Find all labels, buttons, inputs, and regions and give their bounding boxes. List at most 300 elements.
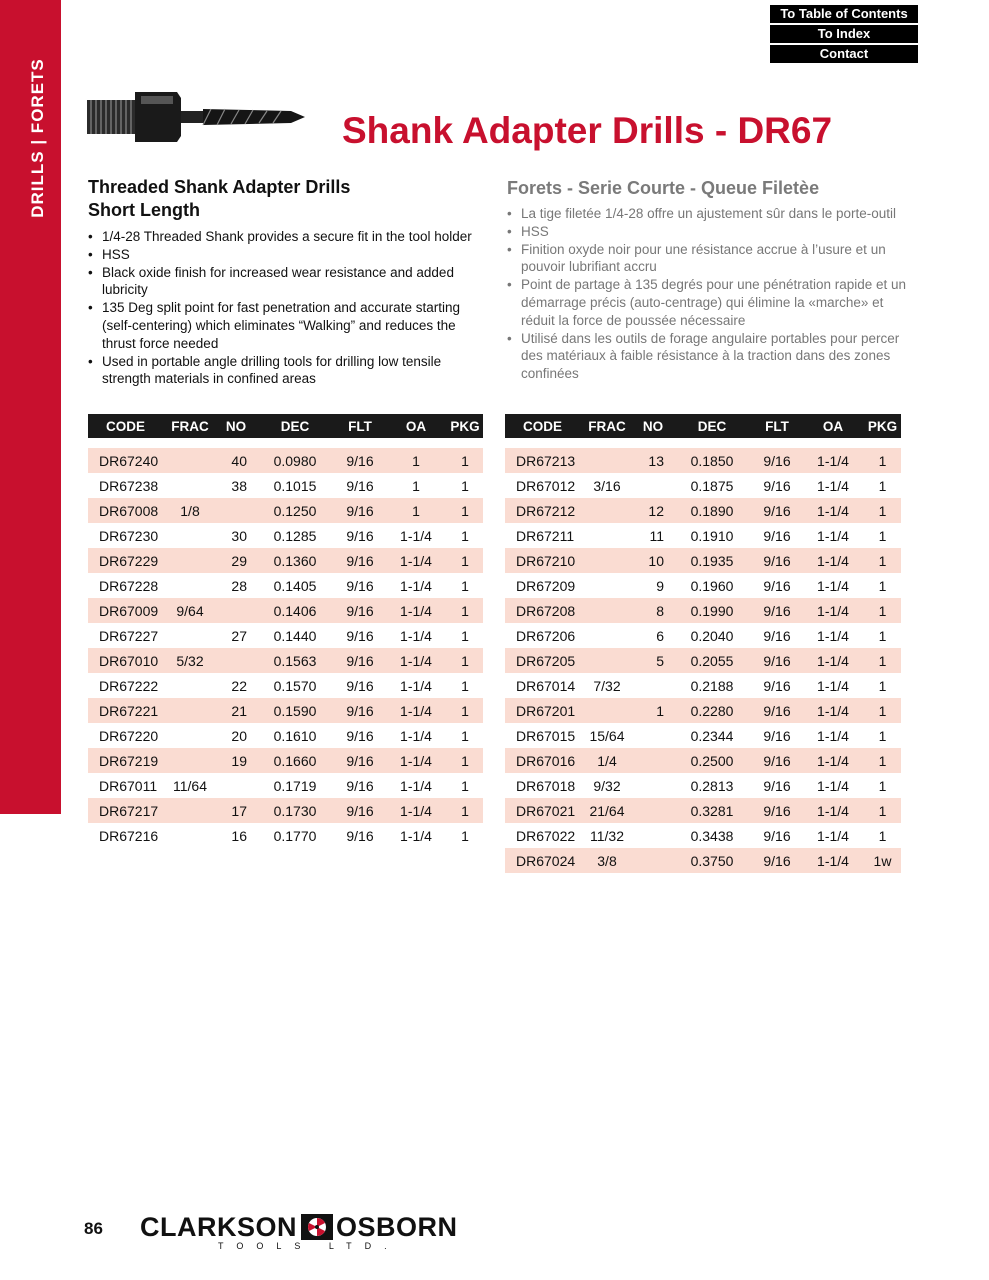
cell-pkg: 1 [878, 827, 887, 844]
table-row [505, 723, 901, 748]
spec-table-left [88, 414, 483, 848]
cell-code: DR67210 [505, 548, 580, 573]
cell-no: 10 [634, 548, 672, 573]
cell-no: 5 [634, 648, 672, 673]
cell-frac [163, 748, 217, 773]
cell-pkg: 1 [878, 677, 887, 694]
cell-no: 29 [217, 548, 255, 573]
cell-frac [580, 548, 634, 573]
cell-code: DR67024 [505, 848, 580, 873]
cell-pkg: 1 [878, 727, 887, 744]
cell-code: DR67227 [99, 627, 159, 644]
english-feature: • HSS [88, 246, 488, 264]
table-row [505, 648, 901, 673]
cell-dec: 0.2280 [672, 698, 752, 723]
table-row [88, 823, 483, 848]
table-row [88, 648, 483, 673]
cell-flt: 9/16 [335, 648, 385, 673]
cell-code: DR67209 [516, 577, 576, 594]
french-feature: • Utilisé dans les outils de forage angulaire portables pour percer des matériaux à faible résistance à la traction dans des zones confinées [507, 330, 907, 383]
cell-flt: 9/16 [752, 748, 802, 773]
cell-frac [580, 573, 634, 598]
sidebar-label: DRILLS | FORETS [28, 58, 47, 218]
table-row [88, 773, 483, 798]
sidebar-label-wrap [0, 0, 61, 814]
cell-dec: 0.1590 [255, 698, 335, 723]
english-features [88, 228, 488, 388]
table-row [88, 573, 483, 598]
col-header-no: NO [217, 414, 255, 438]
cell-dec: 0.1570 [273, 677, 317, 694]
cell-no: 13 [634, 448, 672, 473]
cell-oa: 1-1/4 [802, 648, 864, 673]
cell-pkg: 1 [461, 477, 469, 494]
cell-flt: 9/16 [346, 577, 374, 594]
french-heading: Forets - Serie Courte - Queue Filetèe [507, 178, 820, 198]
page-number: 86 [84, 1219, 103, 1238]
cell-no [634, 848, 672, 873]
cell-flt: 9/16 [763, 577, 791, 594]
cell-pkg: 1 [864, 548, 901, 573]
cell-no: 30 [231, 527, 247, 544]
cell-no [634, 798, 672, 823]
french-features [507, 205, 907, 383]
cell-code: DR67228 [99, 577, 159, 594]
cell-pkg: 1 [461, 777, 469, 794]
cell-pkg: 1 [447, 648, 483, 673]
cell-dec: 0.2813 [690, 777, 734, 794]
table-row [88, 598, 483, 623]
table-row [88, 748, 483, 773]
cell-frac [163, 798, 217, 823]
cell-no: 38 [231, 477, 247, 494]
cell-pkg: 1 [447, 698, 483, 723]
cell-oa: 1-1/4 [400, 727, 432, 744]
cell-code: DR67220 [99, 727, 159, 744]
cell-oa: 1-1/4 [385, 698, 447, 723]
cell-code: DR67206 [516, 627, 576, 644]
cell-frac: 11/32 [590, 827, 624, 844]
cell-dec: 0.1910 [690, 527, 734, 544]
cell-code: DR67022 [516, 827, 576, 844]
cell-code: DR67229 [88, 548, 163, 573]
english-feature: • 1/4-28 Threaded Shank provides a secure fit in the tool holder [88, 228, 488, 246]
cell-dec: 0.1360 [255, 548, 335, 573]
table-row [505, 798, 901, 823]
table-spacer [505, 438, 901, 448]
cell-pkg: 1 [878, 777, 887, 794]
table-spacer [88, 438, 483, 448]
cell-dec: 0.2500 [672, 748, 752, 773]
table-header-row [505, 414, 901, 438]
cell-frac: 9/32 [593, 777, 621, 794]
logo-emblem-icon [301, 1214, 333, 1240]
cell-frac: 7/32 [593, 677, 621, 694]
cell-flt: 9/16 [763, 477, 791, 494]
table-row [88, 498, 483, 523]
col-header-frac: FRAC [580, 414, 634, 438]
cell-code: DR67015 [516, 727, 576, 744]
cell-no [217, 498, 255, 523]
page-title: Shank Adapter Drills - DR67 [342, 110, 833, 151]
cell-pkg: 1 [461, 527, 469, 544]
cell-dec: 0.1660 [255, 748, 335, 773]
cell-oa: 1 [385, 498, 447, 523]
cell-no: 8 [634, 598, 672, 623]
cell-code: DR67021 [505, 798, 580, 823]
cell-oa: 1-1/4 [385, 548, 447, 573]
cell-oa: 1-1/4 [817, 577, 849, 594]
cell-code: DR67014 [516, 677, 576, 694]
cell-code: DR67240 [88, 448, 163, 473]
cell-pkg: 1 [864, 598, 901, 623]
cell-dec: 0.1719 [273, 777, 317, 794]
cell-frac: 5/32 [163, 648, 217, 673]
table-row [88, 473, 483, 498]
cell-dec: 0.2040 [690, 627, 734, 644]
cell-pkg: 1 [447, 498, 483, 523]
cell-no [634, 823, 672, 848]
cell-pkg: 1 [447, 798, 483, 823]
cell-no [217, 648, 255, 673]
cell-dec: 0.1730 [255, 798, 335, 823]
table-row [88, 698, 483, 723]
cell-code: DR67208 [505, 598, 580, 623]
table-row [88, 673, 483, 698]
cell-frac [580, 623, 634, 648]
cell-dec: 0.1875 [690, 477, 734, 494]
cell-pkg: 1 [461, 677, 469, 694]
cell-oa: 1-1/4 [385, 798, 447, 823]
cell-oa: 1-1/4 [817, 527, 849, 544]
cell-oa: 1-1/4 [400, 827, 432, 844]
cell-no: 6 [656, 627, 664, 644]
cell-flt: 9/16 [346, 777, 374, 794]
cell-no [634, 673, 672, 698]
cell-oa: 1-1/4 [817, 827, 849, 844]
cell-oa: 1-1/4 [817, 627, 849, 644]
french-feature: • Point de partage à 135 degrés pour une pénétration rapide et un démarrage précis (auto-centrage) qui élimine la «marche» et réduit la force de poussée nécessaire [507, 276, 907, 329]
cell-frac [580, 698, 634, 723]
cell-dec: 0.1990 [672, 598, 752, 623]
cell-pkg: 1 [864, 498, 901, 523]
cell-oa: 1 [385, 448, 447, 473]
cell-flt: 9/16 [763, 677, 791, 694]
cell-frac [580, 448, 634, 473]
col-header-flt: FLT [335, 414, 385, 438]
cell-flt: 9/16 [763, 527, 791, 544]
table-of-contents-link[interactable]: To Table of Contents [770, 5, 918, 23]
cell-oa: 1-1/4 [400, 627, 432, 644]
table-row [505, 848, 901, 873]
col-header-code: CODE [88, 414, 163, 438]
cell-no [217, 773, 255, 798]
cell-no: 21 [217, 698, 255, 723]
cell-frac [163, 573, 217, 598]
col-header-no: NO [634, 414, 672, 438]
cell-code: DR67238 [99, 477, 159, 494]
cell-dec: 0.1405 [273, 577, 317, 594]
cell-frac [163, 548, 217, 573]
cell-no [634, 473, 672, 498]
cell-flt: 9/16 [346, 677, 374, 694]
cell-pkg: 1w [864, 848, 901, 873]
table-row [505, 448, 901, 473]
cell-oa: 1-1/4 [802, 748, 864, 773]
french-feature: • La tige filetée 1/4-28 offre un ajustement sûr dans le porte-outil [507, 205, 907, 223]
company-logo [140, 1212, 460, 1256]
cell-dec: 0.1440 [273, 627, 317, 644]
english-feature: • 135 Deg split point for fast penetration and accurate starting (self-centering) which eliminates “Walking” and reduces the thrust force needed [88, 299, 488, 352]
cell-pkg: 1 [878, 627, 887, 644]
cell-frac: 1/4 [580, 748, 634, 773]
cell-code: DR67201 [505, 698, 580, 723]
english-feature: • Used in portable angle drilling tools for drilling low tensile strength materials in confined areas [88, 353, 488, 389]
cell-no: 17 [217, 798, 255, 823]
cell-flt: 9/16 [752, 548, 802, 573]
cell-dec: 0.1406 [255, 598, 335, 623]
english-heading [88, 176, 350, 222]
cell-flt: 9/16 [752, 598, 802, 623]
cell-frac [580, 523, 634, 548]
cell-dec: 0.1960 [690, 577, 734, 594]
table-row [505, 598, 901, 623]
table-row [505, 673, 901, 698]
cell-dec: 0.1250 [255, 498, 335, 523]
table-row [505, 773, 901, 798]
cell-flt: 9/16 [752, 448, 802, 473]
cell-no: 1 [634, 698, 672, 723]
col-header-code: CODE [505, 414, 580, 438]
cell-code: DR67011 [99, 777, 158, 794]
cell-oa: 1-1/4 [817, 677, 849, 694]
cell-pkg: 1 [447, 598, 483, 623]
col-header-oa: OA [802, 414, 864, 438]
cell-flt: 9/16 [346, 827, 374, 844]
cell-flt: 9/16 [335, 798, 385, 823]
cell-frac [580, 498, 634, 523]
table-row [505, 573, 901, 598]
cell-no: 28 [231, 577, 247, 594]
cell-pkg: 1 [461, 727, 469, 744]
table-row [505, 698, 901, 723]
cell-frac [163, 523, 217, 548]
table-row [88, 798, 483, 823]
logo-subtitle: TOOLS LTD. [218, 1241, 400, 1251]
cell-frac [163, 823, 217, 848]
table-row [505, 523, 901, 548]
cell-frac: 11/64 [173, 777, 207, 794]
cell-no: 12 [634, 498, 672, 523]
cell-dec: 0.3438 [690, 827, 734, 844]
cell-code: DR67216 [99, 827, 159, 844]
cell-oa: 1-1/4 [802, 498, 864, 523]
cell-no [634, 748, 672, 773]
cell-no [217, 598, 255, 623]
cell-pkg: 1 [447, 748, 483, 773]
cell-code: DR67212 [505, 498, 580, 523]
cell-frac [163, 448, 217, 473]
table-row [88, 723, 483, 748]
col-header-dec: DEC [255, 414, 335, 438]
cell-pkg: 1 [461, 827, 469, 844]
french-feature: • Finition oxyde noir pour une résistance accrue à l’usure et un pouvoir lubrifiant accru [507, 241, 907, 277]
cell-pkg: 1 [864, 748, 901, 773]
cell-pkg: 1 [878, 477, 887, 494]
cell-oa: 1-1/4 [385, 598, 447, 623]
cell-flt: 9/16 [335, 448, 385, 473]
cell-oa: 1-1/4 [400, 677, 432, 694]
cell-frac: 21/64 [580, 798, 634, 823]
cell-dec: 0.1563 [255, 648, 335, 673]
cell-oa: 1-1/4 [802, 848, 864, 873]
cell-flt: 9/16 [335, 498, 385, 523]
cell-flt: 9/16 [752, 698, 802, 723]
table-row [505, 823, 901, 848]
cell-oa: 1-1/4 [400, 577, 432, 594]
cell-no: 40 [217, 448, 255, 473]
spec-table-right [505, 414, 901, 873]
table-row [88, 623, 483, 648]
cell-flt: 9/16 [346, 627, 374, 644]
cell-oa: 1-1/4 [400, 777, 432, 794]
cell-code: DR67018 [516, 777, 576, 794]
cell-no: 22 [231, 677, 247, 694]
cell-oa: 1-1/4 [817, 477, 849, 494]
table-row [505, 548, 901, 573]
cell-no [634, 773, 672, 798]
cell-dec: 0.1890 [672, 498, 752, 523]
cell-dec: 0.2055 [672, 648, 752, 673]
col-header-frac: FRAC [163, 414, 217, 438]
cell-pkg: 1 [864, 798, 901, 823]
cell-pkg: 1 [461, 627, 469, 644]
cell-frac [580, 598, 634, 623]
cell-dec: 0.2188 [690, 677, 734, 694]
cell-dec: 0.0980 [255, 448, 335, 473]
cell-frac [163, 623, 217, 648]
cell-dec: 0.1610 [273, 727, 317, 744]
cell-flt: 9/16 [763, 777, 791, 794]
cell-no: 9 [656, 577, 664, 594]
cell-code: DR67012 [516, 477, 576, 494]
cell-pkg: 1 [461, 577, 469, 594]
cell-oa: 1-1/4 [817, 777, 849, 794]
cell-no [634, 723, 672, 748]
cell-flt: 9/16 [335, 548, 385, 573]
col-header-flt: FLT [752, 414, 802, 438]
cell-flt: 9/16 [346, 477, 374, 494]
cell-code: DR67016 [505, 748, 580, 773]
cell-flt: 9/16 [752, 848, 802, 873]
cell-code: DR67008 [88, 498, 163, 523]
cell-flt: 9/16 [346, 727, 374, 744]
logo-text-right: OSBORN [336, 1212, 458, 1242]
cell-pkg: 1 [447, 548, 483, 573]
cell-frac: 1/8 [163, 498, 217, 523]
col-header-oa: OA [385, 414, 447, 438]
cell-no: 20 [231, 727, 247, 744]
cell-frac [163, 698, 217, 723]
cell-oa: 1-1/4 [817, 727, 849, 744]
cell-oa: 1-1/4 [385, 648, 447, 673]
cell-dec: 0.3750 [672, 848, 752, 873]
cell-oa: 1-1/4 [385, 748, 447, 773]
table-row [505, 498, 901, 523]
cell-oa: 1-1/4 [802, 548, 864, 573]
cell-no: 19 [217, 748, 255, 773]
cell-no: 27 [231, 627, 247, 644]
cell-code: DR67213 [505, 448, 580, 473]
cell-frac: 3/16 [593, 477, 621, 494]
cell-code: DR67217 [88, 798, 163, 823]
cell-dec: 0.2344 [690, 727, 734, 744]
index-link[interactable]: To Index [770, 25, 918, 43]
cell-code: DR67010 [88, 648, 163, 673]
english-heading-line2: Short Length [88, 200, 200, 220]
cell-flt: 9/16 [335, 748, 385, 773]
logo-text-left: CLARKSON [140, 1212, 297, 1242]
cell-dec: 0.1015 [273, 477, 317, 494]
french-feature: • HSS [507, 223, 907, 241]
top-nav [770, 5, 918, 65]
cell-oa: 1-1/4 [802, 598, 864, 623]
cell-oa: 1-1/4 [802, 798, 864, 823]
cell-flt: 9/16 [752, 648, 802, 673]
cell-oa: 1-1/4 [802, 698, 864, 723]
drill-product-image [85, 78, 307, 148]
cell-pkg: 1 [447, 448, 483, 473]
cell-pkg: 1 [864, 698, 901, 723]
cell-frac: 15/64 [589, 727, 625, 744]
cell-dec: 0.1935 [672, 548, 752, 573]
cell-frac: 3/8 [580, 848, 634, 873]
cell-flt: 9/16 [752, 798, 802, 823]
cell-oa: 1-1/4 [400, 527, 432, 544]
cell-pkg: 1 [878, 577, 887, 594]
cell-code: DR67205 [505, 648, 580, 673]
table-row [505, 473, 901, 498]
cell-code: DR67221 [88, 698, 163, 723]
english-feature: • Black oxide finish for increased wear resistance and added lubricity [88, 264, 488, 300]
cell-dec: 0.1285 [273, 527, 317, 544]
table-row [505, 748, 901, 773]
cell-flt: 9/16 [335, 598, 385, 623]
cell-pkg: 1 [864, 648, 901, 673]
table-row [88, 523, 483, 548]
cell-code: DR67009 [88, 598, 163, 623]
cell-code: DR67230 [99, 527, 159, 544]
cell-oa: 1-1/4 [802, 448, 864, 473]
contact-link[interactable]: Contact [770, 45, 918, 63]
cell-pkg: 1 [864, 448, 901, 473]
cell-flt: 9/16 [763, 727, 791, 744]
cell-no: 11 [649, 527, 664, 544]
cell-code: DR67219 [88, 748, 163, 773]
cell-frac [163, 723, 217, 748]
cell-dec: 0.3281 [672, 798, 752, 823]
col-header-dec: DEC [672, 414, 752, 438]
table-row [88, 448, 483, 473]
cell-flt: 9/16 [346, 527, 374, 544]
cell-flt: 9/16 [763, 627, 791, 644]
cell-frac [163, 673, 217, 698]
cell-frac [580, 648, 634, 673]
table-header-row [88, 414, 483, 438]
cell-no: 16 [231, 827, 247, 844]
cell-dec: 0.1770 [273, 827, 317, 844]
cell-frac [163, 473, 217, 498]
